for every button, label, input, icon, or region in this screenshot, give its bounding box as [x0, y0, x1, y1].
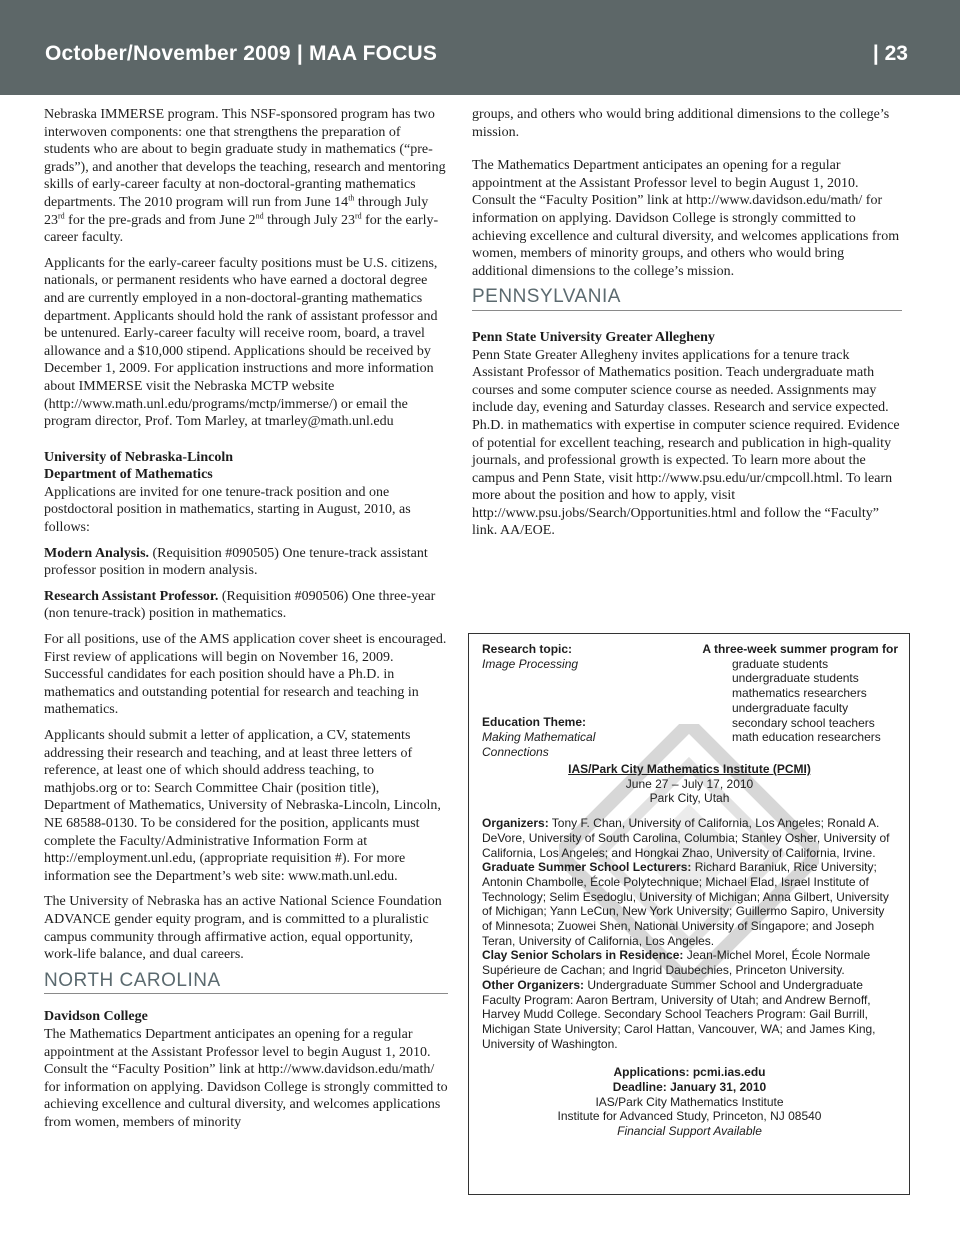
audience-title: A three-week summer program for — [702, 642, 898, 656]
left-column — [44, 106, 448, 1139]
footer-institute: IAS/Park City Mathematics Institute — [595, 1094, 784, 1109]
davidson-continued: groups, and others who would bring additional dimensions to the college’s mission. — [472, 107, 890, 140]
footer-support: Financial Support Available — [617, 1124, 762, 1139]
audience-item: math education researchers — [732, 730, 881, 745]
theme-value-2: Connections — [482, 744, 549, 759]
program-location: Park City, Utah — [649, 791, 730, 806]
audience-item: mathematics researchers — [732, 686, 867, 701]
organizers: Organizers: Tony F. Chan, University of California, Los Angeles; Ronald A. DeVore, University of South Carolina, Columbia; Stanley Osher, University of California, Los Angeles; and Hongkai Zhao, University of California, Irvine. — [482, 816, 890, 860]
theme-value-1: Making Mathematical — [482, 730, 596, 745]
unl-advance: The University of Nebraska has an active National Science Foundation ADVANCE gender equity program, and is committed to a pluralistic campus community through affirmative action, equal opportunity, work-life balance, and dual careers. — [44, 894, 442, 963]
theme-label: Education Theme: — [482, 715, 587, 730]
unl-name: University of Nebraska-Lincoln — [44, 449, 233, 465]
page-number: | 23 — [872, 42, 908, 65]
unl-apply: Applicants should submit a letter of application, a CV, statements addressing their research and teaching, and at least three letters of reference, at least one of which should address teaching, to mathjobs.org or to: Search Committee Chair (position title), Department of Mathematics, University of Nebraska-Lincoln, Lincoln, NE 68588-0130. To be considered for the position, applicants must complete the Faculty/Administrative Information Form at http://employment.unl.edu, (appropriate requisition #). For more information see the Department’s web site: www.math.unl.edu. — [44, 728, 441, 884]
unl-intro: Applications are invited for one tenure-track position and one postdoctoral position in mathematics, starting in August, 2010, as follows: — [44, 484, 411, 536]
header-title: October/November 2009 | MAA FOCUS — [45, 42, 438, 65]
audience-item: undergraduate students — [732, 671, 859, 686]
institute-name: IAS/Park City Mathematics Institute (PCMI) — [568, 762, 811, 776]
unl-dept: Department of Mathematics — [44, 467, 213, 483]
clay-scholars: Clay Senior Scholars in Residence: Jean-Michel Morel, École Normale Supérieure de Cachan; and Ingrid Daubechies, Princeton University. — [482, 948, 871, 978]
immerse-paragraph: Nebraska IMMERSE program. This NSF-sponsored program has two interwoven components: one that strengthens the preparation of students who are about to begin graduate study in mathematics (“pre-grads”), and another that develops the teaching, research and mentoring skills of early-career faculty at non-doctoral-granting mathematics departments. The 2010 program will run from June 14th through July 23rd for the pre-grads and from June 2nd through July 23rd for the early-career faculty. — [44, 107, 446, 246]
lecturers: Graduate Summer School Lecturers: Richard Baraniuk, Rice University; Antonin Chambolle, École Polytechnique; Michael Elad, Israel Institute of Technology; Selim Esedoglu, University of Michigan; Anna Gilbert, University of Michigan; Yann LeCun, New York University; Guillermo Sapiro, University of Minnesota; Zuowei Shen, National University of Singapore; and Joseph Teran, University of California, Los Angeles. — [482, 860, 889, 948]
audience-item: undergraduate faculty — [732, 700, 849, 715]
section-heading-pennsylvania: PENNSYLVANIA — [472, 288, 902, 311]
davidson-name: Davidson College — [44, 1009, 148, 1025]
research-assistant-professor: Research Assistant Professor. (Requisition #090506) One three-year (non tenure-track) position in mathematics. — [44, 588, 436, 622]
other-organizers: Other Organizers: Undergraduate Summer School and Undergraduate Faculty Program: Aaron Bertram, University of Utah; and Andrew Bernoff, Harvey Mudd College. Secondary School Teachers Program: Gail Burrill, Michigan State University; Carol Hattan, Vancouver, WA; and James King, University of Washington. — [482, 977, 876, 1051]
page-header — [0, 0, 960, 95]
audience-item: secondary school teachers — [732, 715, 875, 730]
deadline: Deadline: January 31, 2010 — [612, 1080, 767, 1095]
topic-value: Image Processing — [482, 656, 579, 671]
footer-address: Institute for Advanced Study, Princeton, NJ 08540 — [557, 1109, 822, 1124]
applications-url: Applications: pcmi.ias.edu — [613, 1065, 766, 1080]
pcmi-ad-box — [468, 633, 910, 1195]
modern-analysis: Modern Analysis. (Requisition #090505) One tenure-track assistant professor position in modern analysis. — [44, 545, 428, 579]
topic-label: Research topic: — [482, 642, 573, 656]
audience-item: graduate students — [732, 656, 829, 671]
unl-positions: For all positions, use of the AMS application cover sheet is encouraged. First review of applications will begin on November 16, 2009. Successful candidates for each position should have a Ph.D. in mathematics and outstanding potential for research and teaching in mathematics. — [44, 632, 447, 718]
section-heading-north-carolina: NORTH CAROLINA — [44, 972, 448, 995]
right-column — [472, 106, 902, 548]
immerse-eligibility: Applicants for the early-career faculty positions must be U.S. citizens, nationals, or permanent residents who have earned a doctoral degree and are currently employed in a non-doctoral-granting mathematics department. Applicants should hold the rank of assistant professor and be untenured. Early-career faculty will receive room, board, a travel allowance and a $10,000 stipend. Applications should be received by December 1, 2009. For application instructions and more information about IMMERSE visit the Nebraska MCTP website (http://www.math.unl.edu/programs/mctp/immerse/) or email the program director, Prof. Tom Marley, at tmarley@math.unl.edu — [44, 255, 438, 430]
psu-name: Penn State University Greater Allegheny — [472, 329, 715, 345]
davidson-repeat: The Mathematics Department anticipates an opening for a regular appointment at the Assistant Professor level to begin August 1, 2010. Consult the “Faculty Position” link at http://www.davidson.edu/math/ for information on applying. Davidson College is strongly committed to achieving excellence and cultural diversity, and welcomes applications from women, members of minority groups, and others who would bring additional dimensions to the college’s mission. — [472, 158, 900, 279]
psu-paragraph: Penn State Greater Allegheny invites applications for a tenure track Assistant Professor of Mathematics position. Teach undergraduate math courses and some computer science course as needed. Assignments may include day, evening and Saturday classes. Research and service expected. Ph.D. in mathematics with expertise in computer science required. Evidence of potential for excellent teaching, research and publication in high-quality journals, and professional growth is expected. To learn more about the campus and Penn State, visit http://www.psu.edu/ur/cmpcoll.html. To learn more about the position and how to apply, visit http://www.psu.jobs/Search/Opportunities.html and follow the “Faculty” link. AA/EOE. — [472, 347, 900, 539]
program-dates: June 27 – July 17, 2010 — [625, 776, 754, 791]
davidson-paragraph: The Mathematics Department anticipates an opening for a regular appointment at the Assistant Professor level to begin August 1, 2010. Consult the “Faculty Position” link at http://www.davidson.edu/math/ for information on applying. Davidson College is strongly committed to achieving excellence and cultural diversity, and welcomes applications from women, members of minority — [44, 1026, 448, 1130]
